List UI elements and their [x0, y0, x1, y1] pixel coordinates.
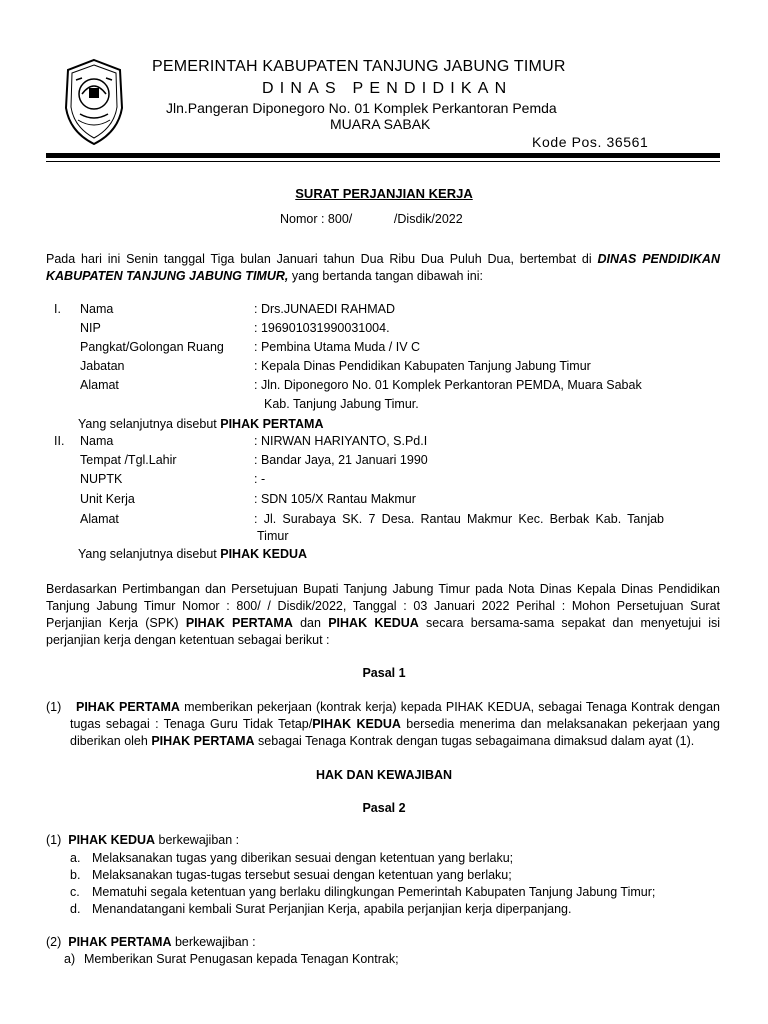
party1-value-jabatan: : Kepala Dinas Pendidikan Kabupaten Tanjung Jabung Timur: [254, 359, 591, 373]
regency-emblem-logo: [62, 58, 126, 146]
basis-party2: PIHAK KEDUA: [328, 616, 419, 630]
letterhead-divider-thin: [46, 161, 720, 162]
document-title: SURAT PERJANJIAN KERJA: [295, 186, 473, 201]
party2-label-nama: Nama: [80, 434, 114, 448]
party1-value-pangkat: : Pembina Utama Muda / IV C: [254, 340, 421, 354]
pasal2-item2-number: (2): [46, 935, 62, 949]
party1-designation: PIHAK PERTAMA: [220, 417, 324, 431]
party1-label-alamat: Alamat: [80, 378, 119, 392]
basis-text-and: dan: [292, 616, 329, 630]
pasal2-item1-sub-c: Mematuhi segala ketentuan yang berlaku dilingkungan Pemerintah Kabupaten Tanjung Jabung Timur;: [92, 885, 656, 899]
pasal1-text-3: sebagai Tenaga Kontrak dengan tugas sebagaimana dimaksud dalam ayat (1).: [254, 734, 695, 748]
party1-closing-text: Yang selanjutnya disebut: [78, 417, 221, 431]
pasal1-party1: PIHAK PERTAMA: [76, 700, 180, 714]
pasal1-item-text: [70, 699, 720, 750]
letterhead-government: PEMERINTAH KABUPATEN TANJUNG JABUNG TIMUR: [152, 58, 566, 75]
pasal2-item1-sub-b-mark: b.: [70, 868, 81, 882]
party2-value-nuptk: : -: [254, 472, 266, 486]
party1-value-nip: : 196901031990031004.: [254, 321, 390, 335]
party1-label-nip: NIP: [80, 321, 101, 335]
party2-closing-text: Yang selanjutnya disebut: [78, 547, 221, 561]
party2-label-ttl: Tempat /Tgl.Lahir: [80, 453, 177, 467]
intro-office-name: DINAS PENDIDIKAN KABUPATEN TANJUNG JABUNG TIMUR,: [46, 252, 720, 283]
pasal2-item1-sub-a: Melaksanakan tugas yang diberikan sesuai dengan ketentuan yang berlaku;: [92, 851, 514, 865]
basis-party1: PIHAK PERTAMA: [185, 616, 293, 630]
pasal1-item-number: (1): [46, 700, 62, 714]
party2-label-nuptk: NUPTK: [80, 472, 123, 486]
party2-value-ttl: : Bandar Jaya, 21 Januari 1990: [254, 453, 428, 467]
party2-label-unit: Unit Kerja: [80, 492, 135, 506]
pasal2-item2-party: PIHAK PERTAMA: [68, 935, 172, 949]
hak-kewajiban-heading: HAK DAN KEWAJIBAN: [315, 768, 453, 782]
pasal2-item1-sub-b: Melaksanakan tugas-tugas tersebut sesuai dengan ketentuan yang berlaku;: [92, 868, 512, 882]
pasal2-item1: [46, 832, 239, 849]
letterhead-address: Jln.Pangeran Diponegoro No. 01 Komplek Perkantoran Pemda: [166, 100, 557, 116]
party1-value-alamat: : Jln. Diponegoro No. 01 Komplek Perkantoran PEMDA, Muara Sabak: [254, 378, 642, 392]
party2-label-alamat: Alamat: [80, 512, 119, 526]
basis-text-end: secara bersama-sama sepakat dan menyetujui isi perjanjian kerja dengan ketentuan sebagai berikut :: [46, 616, 721, 647]
pasal1-party1-again: PIHAK PERTAMA: [151, 734, 255, 748]
party2-value-nama: : NIRWAN HARIYANTO, S.Pd.I: [254, 434, 428, 448]
pasal1-text-2: bersedia menerima dan melaksanakan pekerjaan yang diberikan oleh: [70, 717, 721, 748]
pasal1-text-1: memberikan pekerjaan (kontrak kerja) kepada PIHAK KEDUA, sebagai Tenaga Kontrak dengan tugas sebagai : Tenaga Guru Tidak Tetap/: [70, 700, 720, 731]
pasal2-item1-sub-a-mark: a.: [70, 851, 81, 865]
party1-label-pangkat: Pangkat/Golongan Ruang: [80, 340, 224, 354]
letterhead-postal-code: Kode Pos. 36561: [532, 134, 649, 150]
letterhead-city: MUARA SABAK: [330, 116, 431, 132]
party1-number: I.: [54, 302, 61, 316]
party1-value-nama: : Drs.JUNAEDI RAHMAD: [254, 302, 395, 316]
party2-closing: [78, 546, 307, 563]
pasal2-item1-sub-d: Menandatangani kembali Surat Perjanjian Kerja, apabila perjanjian kerja diperpanjang.: [92, 902, 572, 916]
pasal1-heading: Pasal 1: [362, 666, 406, 680]
party1-value-alamat-cont: Kab. Tanjung Jabung Timur.: [264, 397, 419, 411]
party2-value-alamat-cont: Timur: [257, 529, 289, 543]
party1-label-nama: Nama: [80, 302, 114, 316]
party2-designation: PIHAK KEDUA: [220, 547, 308, 561]
party2-value-alamat: : Jl. Surabaya SK. 7 Desa. Rantau Makmur Kec. Berbak Kab. Tanjab: [254, 512, 664, 526]
intro-text: Pada hari ini Senin tanggal Tiga bulan Januari tahun Dua Ribu Dua Puluh Dua, bertembat di: [46, 252, 598, 266]
party2-number: II.: [54, 434, 65, 448]
pasal2-item1-party: PIHAK KEDUA: [68, 833, 156, 847]
pasal2-item1-text: berkewajiban :: [155, 833, 240, 847]
pasal1-party2: PIHAK KEDUA: [312, 717, 401, 731]
pasal2-item2: [46, 934, 256, 951]
pasal2-item2-sub-a-mark: a): [64, 952, 76, 966]
letterhead-divider-thick: [46, 153, 720, 158]
party1-closing: [78, 416, 323, 433]
letterhead-office: DINAS PENDIDIKAN: [262, 80, 513, 97]
pasal2-item1-sub-c-mark: c.: [70, 885, 80, 899]
intro-text-end: yang bertanda tangan dibawah ini:: [288, 269, 483, 283]
party1-label-jabatan: Jabatan: [80, 359, 125, 373]
intro-paragraph: [46, 251, 720, 285]
pasal2-item1-sub-d-mark: d.: [70, 902, 81, 916]
pasal2-item1-number: (1): [46, 833, 62, 847]
pasal2-item2-text: berkewajiban :: [171, 935, 256, 949]
document-number: Nomor : 800/ /Disdik/2022: [280, 212, 463, 226]
pasal2-heading: Pasal 2: [362, 801, 406, 815]
basis-text: Berdasarkan Pertimbangan dan Persetujuan Bupati Tanjung Jabung Timur pada Nota Dinas Kepala Dinas Pendidikan Tanjung Jabung Timur Nomor : 800/ / Disdik/2022, Tanggal : 03 Januari 2022 Perihal : Mohon Persetujuan Surat Perjanjian Kerja (SPK): [46, 582, 720, 630]
pasal2-item2-sub-a: Memberikan Surat Penugasan kepada Tenagan Kontrak;: [84, 952, 399, 966]
party2-value-unit: : SDN 105/X Rantau Makmur: [254, 492, 416, 506]
basis-paragraph: [46, 581, 720, 649]
